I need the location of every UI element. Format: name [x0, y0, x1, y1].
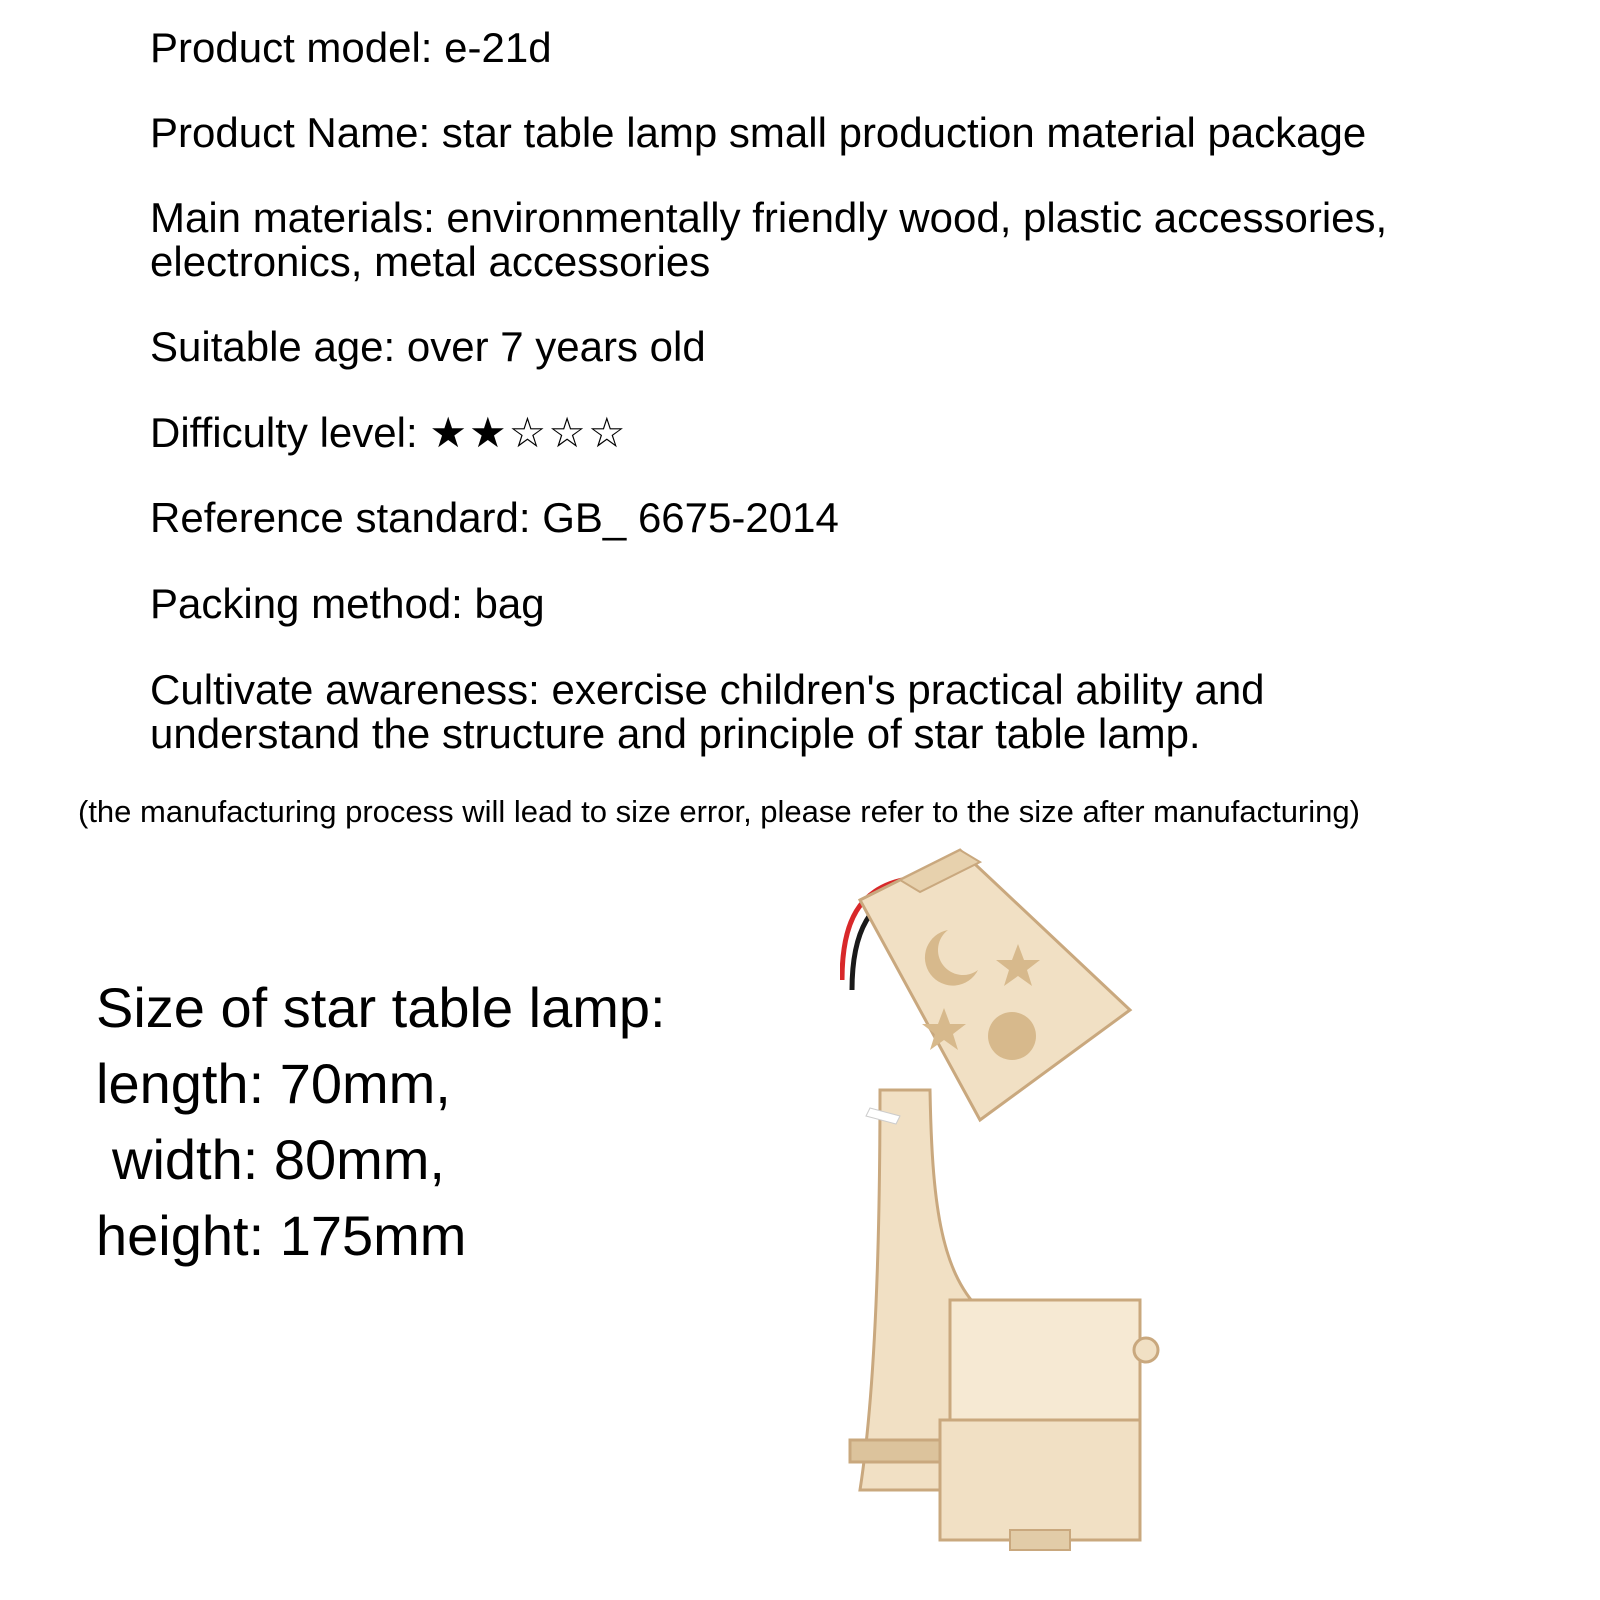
size-block [96, 970, 666, 1274]
spec-awareness-line2: understand the structure and principle of star table lamp. [150, 710, 1201, 757]
size-width: width: 80mm, [112, 1128, 445, 1191]
spec-awareness-line1: Cultivate awareness: exercise children's practical ability and [150, 666, 1265, 713]
spec-awareness [150, 668, 1530, 756]
lamp-battery-box-top [950, 1300, 1140, 1420]
lamp-box-tab-right [1134, 1338, 1158, 1362]
spec-materials-line1: Main materials: environmentally friendly wood, plastic accessories, [150, 194, 1388, 241]
spec-materials-line2: electronics, metal accessories [150, 238, 711, 285]
spec-materials [150, 196, 1530, 284]
difficulty-stars: ★★☆☆☆ [429, 409, 628, 456]
lamp-shade [860, 850, 1130, 1120]
difficulty-label: Difficulty level: [150, 409, 418, 456]
spec-difficulty [150, 411, 1530, 455]
spec-model: Product model: e-21d [150, 24, 552, 71]
lamp-battery-box-front [940, 1420, 1140, 1540]
spec-packing: Packing method: bag [150, 580, 545, 627]
spec-age: Suitable age: over 7 years old [150, 323, 706, 370]
spec-standard: Reference standard: GB_ 6675-2014 [150, 494, 839, 541]
spec-product-name: Product Name: star table lamp small production material package [150, 109, 1367, 156]
lamp-round-cutout [988, 1012, 1036, 1060]
size-length: length: 70mm, [96, 1052, 451, 1115]
lamp-box-switch [1010, 1530, 1070, 1550]
size-height: height: 175mm [96, 1204, 467, 1267]
size-title: Size of star table lamp: [96, 976, 666, 1039]
size-error-note: (the manufacturing process will lead to size error, please refer to the size after manufacturing) [78, 794, 1360, 829]
lamp-photo [840, 840, 1200, 1580]
